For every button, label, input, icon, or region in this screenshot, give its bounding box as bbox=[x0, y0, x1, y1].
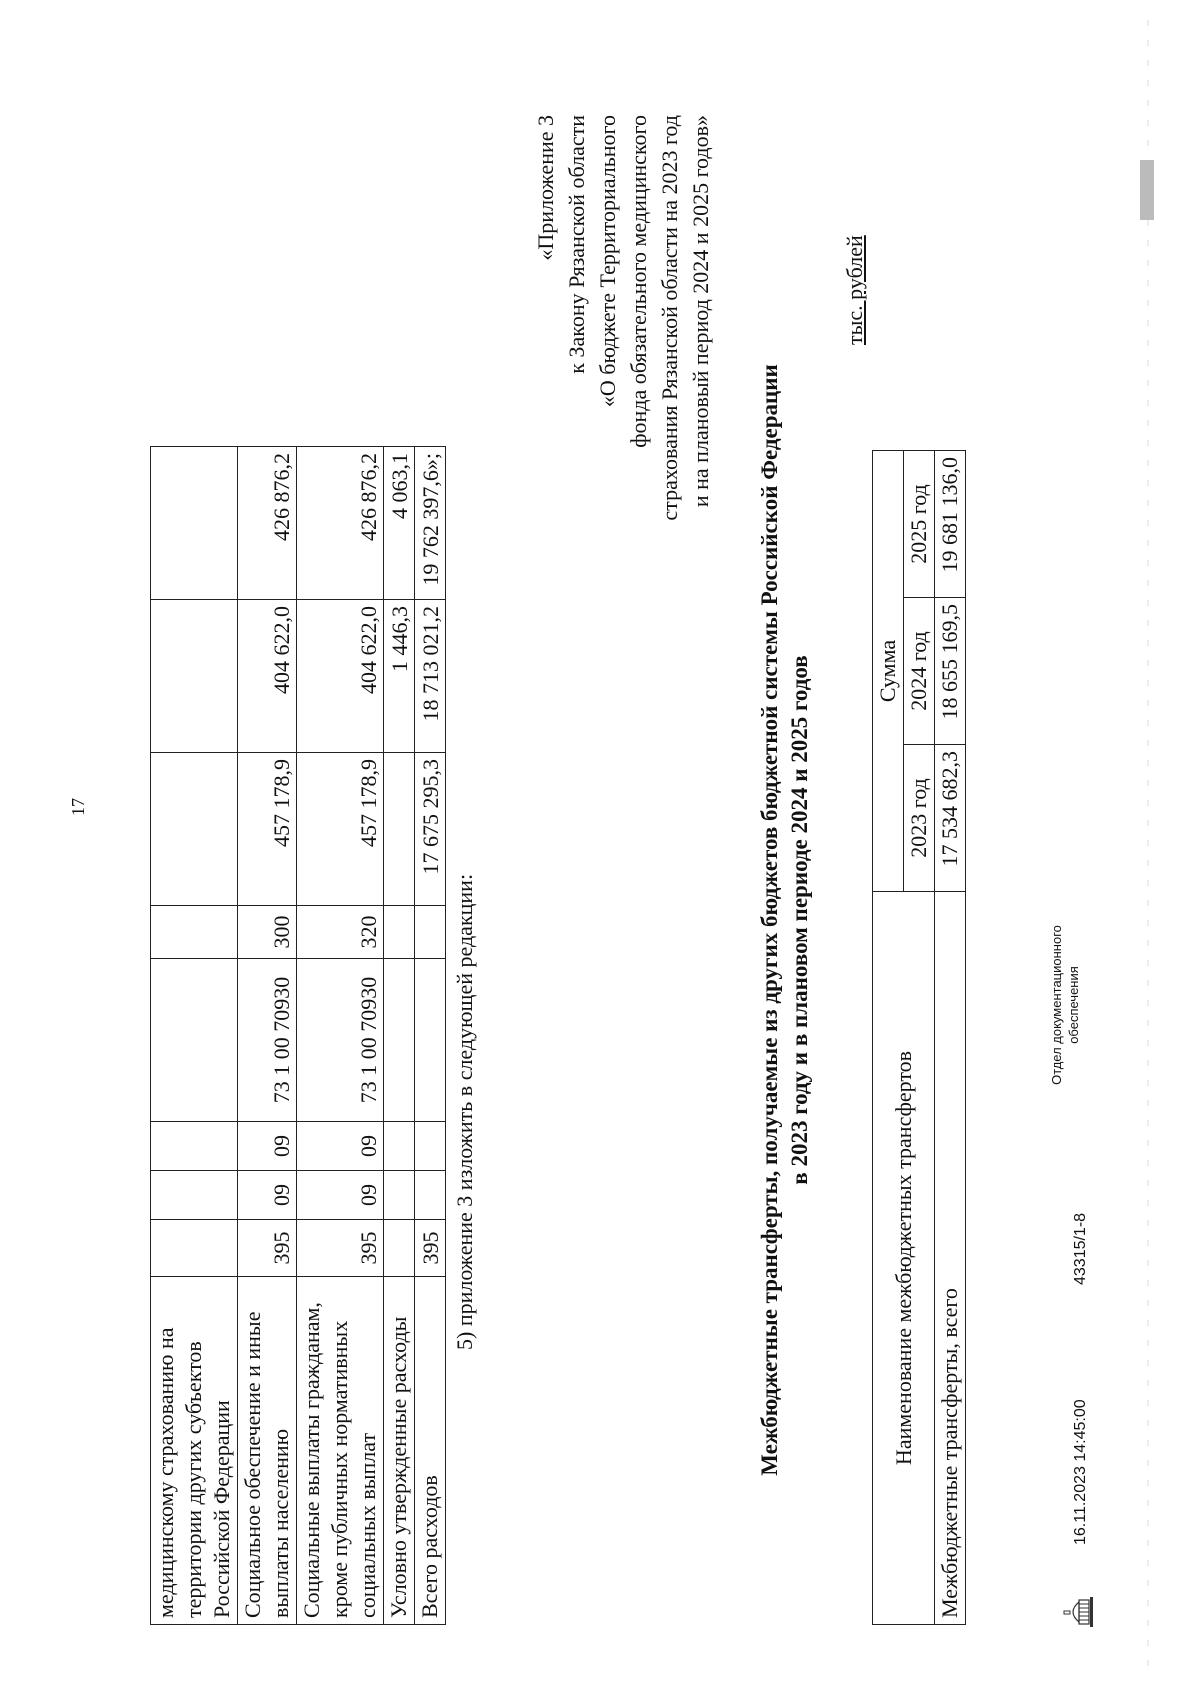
expense-row-2025: 4 063,1 bbox=[384, 447, 415, 600]
expense-row-vr: 300 bbox=[238, 906, 297, 959]
expense-row-name: Условно утвержденные расходы bbox=[384, 1277, 415, 1625]
expense-row-name: Социальные выплаты гражданам, кроме публичных нормативных социальных выплат bbox=[297, 1277, 384, 1625]
heading-line-1: Межбюджетные трансферты, получаемые из других бюджетов бюджетной системы Российской Федерации bbox=[757, 364, 782, 1476]
appendix-line: «О бюджете Территориального bbox=[595, 115, 620, 408]
year-header: 2023 год bbox=[904, 745, 935, 892]
expense-row-csr: 73 1 00 70930 bbox=[238, 959, 297, 1122]
appendix-line: фонда обязательного медицинского bbox=[626, 115, 651, 448]
table-row bbox=[384, 447, 415, 1625]
expense-row-rz bbox=[384, 1171, 415, 1220]
expense-row-vr: 320 bbox=[297, 906, 384, 959]
section-heading bbox=[755, 215, 815, 1625]
appendix-line: к Закону Рязанской области bbox=[564, 115, 589, 374]
row-value: 19 681 136,0 bbox=[935, 451, 966, 598]
expense-row-vr bbox=[415, 906, 446, 959]
expense-row-gr bbox=[384, 1220, 415, 1277]
expense-row-pr: 09 bbox=[238, 1122, 297, 1171]
appendix-line: и на плановый период 2024 и 2025 годов» bbox=[688, 115, 713, 508]
rotated-page-content bbox=[0, 95, 1130, 1695]
expense-row-2023: 457 178,9 bbox=[238, 753, 297, 906]
row-name: Межбюджетные трансферты, всего bbox=[935, 892, 966, 1625]
footer-code: 43315/1-8 bbox=[1072, 1212, 1089, 1285]
appendix-caption bbox=[530, 115, 716, 635]
expense-row-2023: 17 675 295,3 bbox=[415, 753, 446, 906]
expense-row-2025: 426 876,2 bbox=[238, 447, 297, 600]
expense-row-vr bbox=[151, 906, 238, 959]
table-row bbox=[415, 447, 446, 1625]
expense-row-2023 bbox=[151, 753, 238, 906]
expense-row-csr bbox=[151, 959, 238, 1122]
expense-row-2024: 18 713 021,2 bbox=[415, 600, 446, 753]
edit-instruction: 5) приложение 3 изложить в следующей редакции: bbox=[452, 873, 477, 1350]
scan-marks bbox=[1128, 0, 1168, 1695]
heading-line-2: в 2023 году и в плановом периоде 2024 и 2025 годов bbox=[787, 655, 812, 1185]
expense-row-gr bbox=[151, 1220, 238, 1277]
footer bbox=[1072, 1212, 1090, 1545]
row-value: 18 655 169,5 bbox=[935, 598, 966, 745]
duma-logo-icon bbox=[1063, 1594, 1097, 1630]
appendix-line: страхования Рязанской области на 2023 год bbox=[657, 115, 682, 521]
year-header: 2024 год bbox=[904, 598, 935, 745]
sum-header: Сумма bbox=[873, 451, 904, 892]
appendix-line: «Приложение 3 bbox=[533, 115, 558, 261]
units-label: тыс. рублей bbox=[842, 235, 867, 345]
expense-table bbox=[150, 446, 446, 1625]
expense-row-pr bbox=[415, 1122, 446, 1171]
expense-row-2024 bbox=[151, 600, 238, 753]
name-header: Наименование межбюджетных трансфертов bbox=[873, 892, 935, 1625]
expense-row-gr: 395 bbox=[238, 1220, 297, 1277]
page-number: 17 bbox=[68, 798, 88, 816]
expense-row-name: Всего расходов bbox=[415, 1277, 446, 1625]
expense-row-csr: 73 1 00 70930 bbox=[297, 959, 384, 1122]
table-row bbox=[151, 447, 238, 1625]
expense-row-2024: 404 622,0 bbox=[238, 600, 297, 753]
expense-row-name: Социальное обеспечение и иные выплаты населению bbox=[238, 1277, 297, 1625]
expense-row-rz bbox=[415, 1171, 446, 1220]
expense-row-2024: 1 446,3 bbox=[384, 600, 415, 753]
expense-row-2023: 457 178,9 bbox=[297, 753, 384, 906]
expense-row-2025 bbox=[151, 447, 238, 600]
table-row bbox=[935, 451, 966, 1625]
expense-row-csr bbox=[415, 959, 446, 1122]
year-header: 2025 год bbox=[904, 451, 935, 598]
expense-row-gr: 395 bbox=[415, 1220, 446, 1277]
expense-row-csr bbox=[384, 959, 415, 1122]
expense-row-pr bbox=[151, 1122, 238, 1171]
transfers-table bbox=[872, 450, 966, 1625]
expense-row-pr: 09 bbox=[297, 1122, 384, 1171]
expense-row-pr bbox=[384, 1122, 415, 1171]
table-row bbox=[297, 447, 384, 1625]
expense-row-vr bbox=[384, 906, 415, 959]
expense-row-2025: 19 762 397,6»; bbox=[415, 447, 446, 600]
table-row bbox=[238, 447, 297, 1625]
stamp-line-2: обеспечения bbox=[1066, 966, 1081, 1044]
expense-row-2025: 426 876,2 bbox=[297, 447, 384, 600]
row-value: 17 534 682,3 bbox=[935, 745, 966, 892]
footer-datetime: 16.11.2023 14:45:00 bbox=[1072, 1399, 1089, 1545]
expense-row-rz: 09 bbox=[238, 1171, 297, 1220]
expense-row-rz: 09 bbox=[297, 1171, 384, 1220]
expense-row-2023 bbox=[384, 753, 415, 906]
expense-row-rz bbox=[151, 1171, 238, 1220]
department-stamp bbox=[1048, 905, 1082, 1105]
stamp-line-1: Отдел документационного bbox=[1049, 925, 1064, 1085]
expense-row-gr: 395 bbox=[297, 1220, 384, 1277]
expense-row-2024: 404 622,0 bbox=[297, 600, 384, 753]
expense-row-name: медицинскому страхованию на территории других субъектов Российской Федерации bbox=[151, 1277, 238, 1625]
